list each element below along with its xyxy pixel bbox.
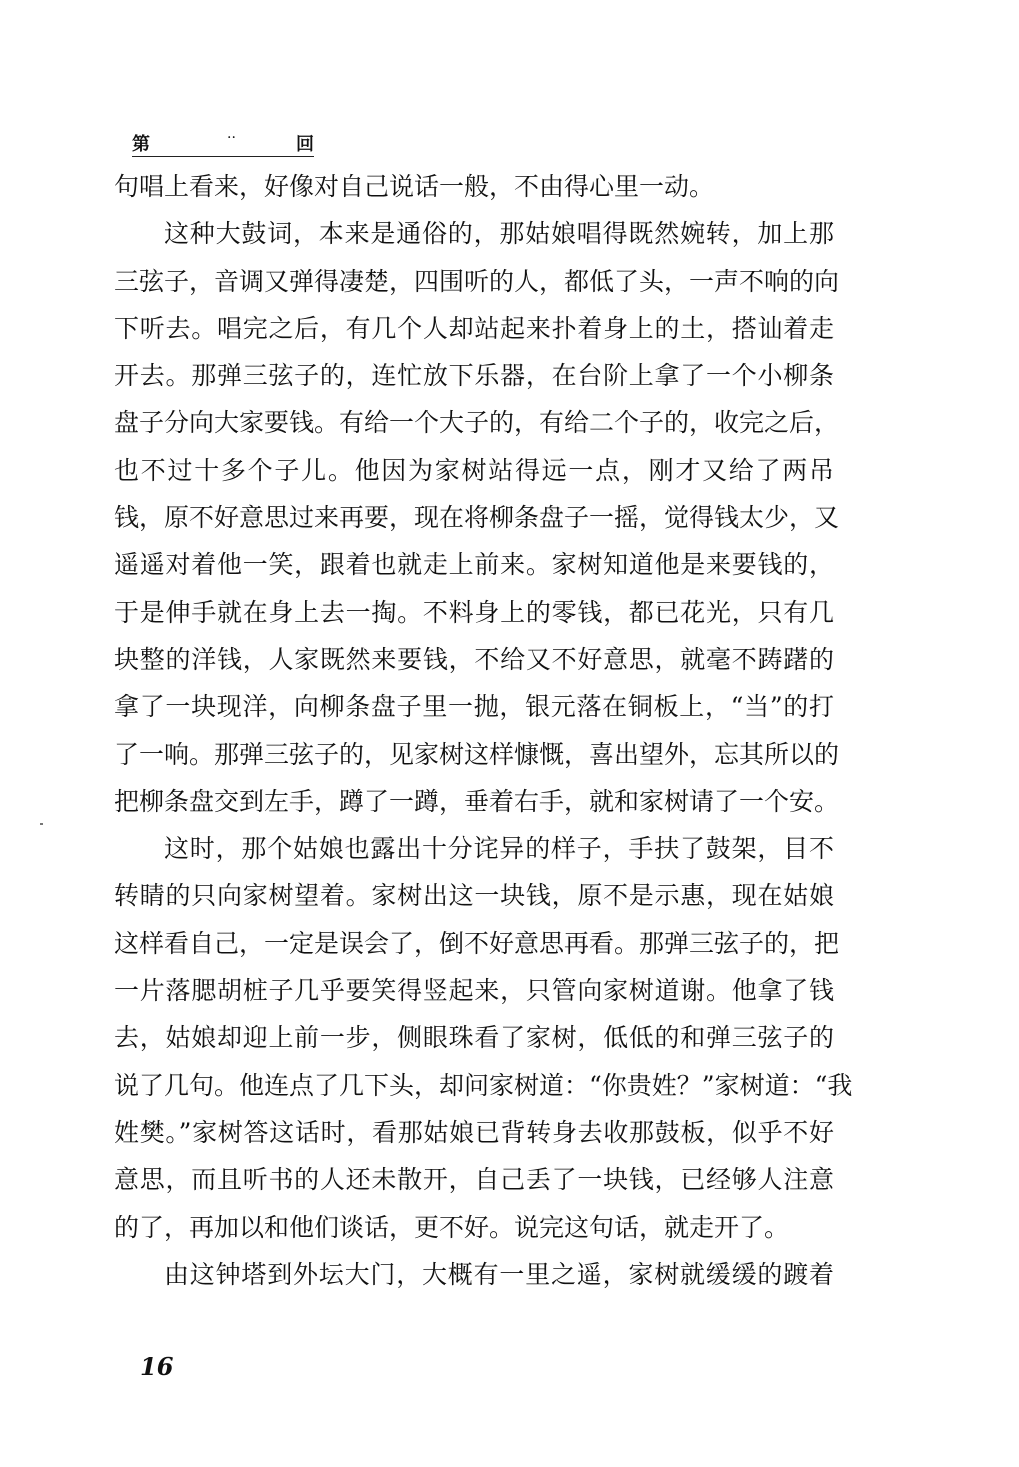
header-chapter-number: ·· (227, 130, 236, 146)
text-line: 句唱上看来，好像对自己说话一般，不由得心里一动。 (114, 172, 715, 201)
text-line: 也不过十多个子儿。他因为家树站得远一点，刚才又给了两吊 (114, 455, 834, 485)
body-text (114, 163, 853, 1298)
scan-speck (40, 823, 43, 825)
text-line: 意思，而且听书的人还未散开，自己丢了一块钱，已经够人注意 (114, 1165, 834, 1195)
text-line: 一片落腮胡桩子几乎要笑得竖起来，只管向家树道谢。他拿了钱 (114, 976, 834, 1006)
text-line: 遥遥对着他一笑，跟着也就走上前来。家树知道他是来要钱的， (114, 550, 834, 580)
text-line: 转睛的只向家树望着。家树出这一块钱，原不是示惠，现在姑娘 (114, 881, 834, 911)
text-line: 钱，原不好意思过来再要，现在将柳条盘子一摇，觉得钱太少，又 (114, 503, 840, 533)
text-line: 说了几句。他连点了几下头，却问家树道：“你贵姓？”家树道：“我 (114, 1070, 853, 1100)
text-line: 开去。那弹三弦子的，连忙放下乐器，在台阶上拿了一个小柳条 (114, 361, 834, 391)
text-line: 这样看自己，一定是误会了，倒不好意思再看。那弹三弦子的，把 (114, 928, 840, 958)
text-line: 的了，再加以和他们谈话，更不好。说完这句话，就走开了。 (114, 1212, 790, 1242)
text-line: 下听去。唱完之后，有几个人却站起来扑着身上的土，搭讪着走 (114, 313, 834, 343)
text-line: 把柳条盘交到左手，蹲了一蹲，垂着右手，就和家树请了一个安。 (114, 786, 840, 816)
header-chapter-suffix: 回 (296, 134, 314, 155)
text-line: 姓樊。”家树答这话时，看那姑娘已背转身去收那鼓板，似乎不好 (114, 1117, 834, 1147)
text-line: 由这钟塔到外坛大门，大概有一里之遥，家树就缓缓的踱着 (164, 1259, 834, 1289)
text-line: 去，姑娘却迎上前一步，侧眼珠看了家树，低低的和弹三弦子的 (114, 1023, 834, 1053)
text-line: 拿了一块现洋，向柳条盘子里一抛，银元落在铜板上，“当”的打 (114, 692, 834, 722)
text-line: 了一响。那弹三弦子的，见家树这样慷慨，喜出望外，忘其所以的 (114, 739, 840, 769)
text-line: 这种大鼓词，本来是通俗的，那姑娘唱得既然婉转，加上那 (164, 219, 834, 249)
page-number: 16 (140, 1352, 174, 1381)
header-chapter-prefix: 第 (132, 134, 150, 155)
text-line: 盘子分向大家要钱。有给一个大子的，有给二个子的，收完之后， (114, 408, 840, 438)
text-line: 于是伸手就在身上去一掏。不料身上的零钱，都已花光，只有几 (114, 597, 834, 627)
running-header (132, 130, 314, 157)
text-line: 三弦子，音调又弹得凄楚，四围听的人，都低了头，一声不响的向 (114, 266, 840, 296)
text-line: 块整的洋钱，人家既然来要钱，不给又不好意思，就毫不踌躇的 (114, 644, 834, 674)
text-line: 这时，那个姑娘也露出十分诧异的样子，手扶了鼓架，目不 (164, 834, 834, 864)
